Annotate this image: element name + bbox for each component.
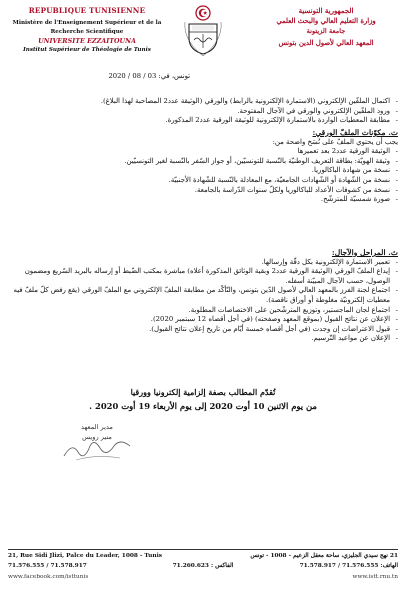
footer-phone-ar: الهاتف: 71.576.555 / 71.578.917 [299,563,398,569]
footer-website-link[interactable]: www.istt.rnu.tn [352,574,398,580]
footer-fax: الفاكس : 71.260.623 [172,563,234,569]
footer-address-fr: 21, Rue Sidi Jlizi, Palce du Leader, 1008 - Tunis [8,553,163,559]
header-right-block [256,6,396,48]
closing-line-1: تُقدّم المطالب بصفة إلزامية إلكترونيا وورقيا [130,387,276,397]
section-paper-file [8,128,398,205]
list-item: - نسخة من كشوفات الأعداد للباكالوريا ولكلّ سنوات الدّراسة بالجامعة. [8,186,398,196]
list-item: - إيداع الملفّ الورقي (الوثيقة الورقية عدد2 وبقية الوثائق المذكورة أعلاه) مباشرة بمكتب الضّبط أو إرساله بالبريد السّريع ومضمون الوصول، حسب الآجال المبيّنة أسفله. [8,267,398,286]
list-item: - اكتمال الملفّين الإلكتروني (الاستمارة الإلكترونية بالرابط) والورقي (الوثيقة عدد2 المصاحبة لهذا البلاغ). [8,97,398,107]
document-date: تونس، في: 03 / 08 / 2020 [108,72,190,80]
ministry-line-fr: Ministère de l'Enseignement Supérieur et de la [12,20,162,26]
section-stages [8,248,398,344]
footer-phone-fr: 71.576.555 / 71.578.917 [8,563,87,569]
footer-facebook-link[interactable]: www.facebook.com/isttunis [8,574,89,580]
section-title: ت. مكوّنات الملفّ الورقي: [312,128,398,137]
list-item: - اجتماع لجنة الفرز بالمعهد العالي لأصول الدّين بتونس، والتّأكّد من مطابقة الملفّ الإلكتروني مع الملفّ الورقي (يقع رفض كلّ ملفّ فيه معطيات إلكترونيّة مغلوطة أو أوراق ناقصة). [8,286,398,305]
republic-title-fr: REPUBLIQUE TUNISIENNE [28,6,146,15]
university-name-fr: UNIVERSITE EZZAITOUNA [38,37,136,45]
list-item: - تعمير الاستمارة الإلكترونية بكل دقّة وإرسالها. [8,258,398,268]
intro-conditions [8,97,398,126]
footer-divider [8,549,398,550]
list-item: - صورة شمسيّة للمترشّح. [8,195,398,205]
university-name-ar: جامعة الزيتونة [306,27,346,35]
ministry-line-ar: وزارة التعليم العالي والبحث العلمي [276,17,376,25]
list-item: - نسخة من الشّهادة أو الشّهادات الجامعيّة، مع المعادلة بالنّسبة للشّهادة الأجنبيّة. [8,176,398,186]
institute-name-fr: Institut Supérieur de Théologie de Tunis [23,47,151,53]
handwritten-signature-icon [58,436,138,466]
closing-line-2: من يوم الاثنين 10 أوت 2020 إلى يوم الأربعاء 19 أوت 2020 . [89,401,317,411]
list-item: - الإعلان عن نتائج القبول (بموقع المعهد وصفحته) (في أجل أقصاه 12 سبتمبر 2020). [8,315,398,325]
footer-address-ar: 21 نهج سيدي الجليزي، ساحة معقل الزعيم - 1008 - تونس [250,553,398,559]
signature-name: منير رويس [82,433,112,441]
closing-notice [0,385,406,413]
list-item: - وثيقة الهويّة: بطاقة التعريف الوطنيّة بالنّسبة للتونسيّين، أو جواز السّفر بالنّسبة لغير التونسيّين. [8,157,398,167]
list-item: - ورود الملفّين الإلكتروني والورقي في الآجال المفتوحة. [8,107,398,117]
list-item: - مطابقة المعطيات الواردة بالاستمارة الإلكترونية للوثيقة الورقية عدد2 المذكورة. [8,116,398,126]
institute-name-ar: المعهد العالي لأصول الدين بتونس [278,39,374,47]
header-left-block [12,6,162,55]
list-item: - اجتماع لجان الماجستير، وتوزيع المترشّحين على الاختصاصات المطلوبة. [8,306,398,316]
list-item: - الإعلان عن مواعيد التّرسيم. [8,334,398,344]
signature-title: مدير المعهد [81,423,113,431]
list-item: - قبول الاعتراضات إن وجدت (في أجل أقصاه خمسة أيّام من تاريخ إعلان نتائج القبول). [8,325,398,335]
list-item: - نسخة من شهادة الباكالوريا. [8,166,398,176]
republic-title-ar: الجمهورية التونسية [298,6,354,15]
section-intro: يجب أن يحتوي الملفّ على نُسَخ واضحة من: [272,137,398,146]
tunisia-coat-of-arms-icon [182,4,224,58]
section-title: ث. المراحل والآجال: [331,248,398,257]
list-item: - الوثيقة الورقية عدد2 بعد تعميرها [8,147,398,157]
ministry-line2-fr: Recherche Scientifique [50,29,124,35]
